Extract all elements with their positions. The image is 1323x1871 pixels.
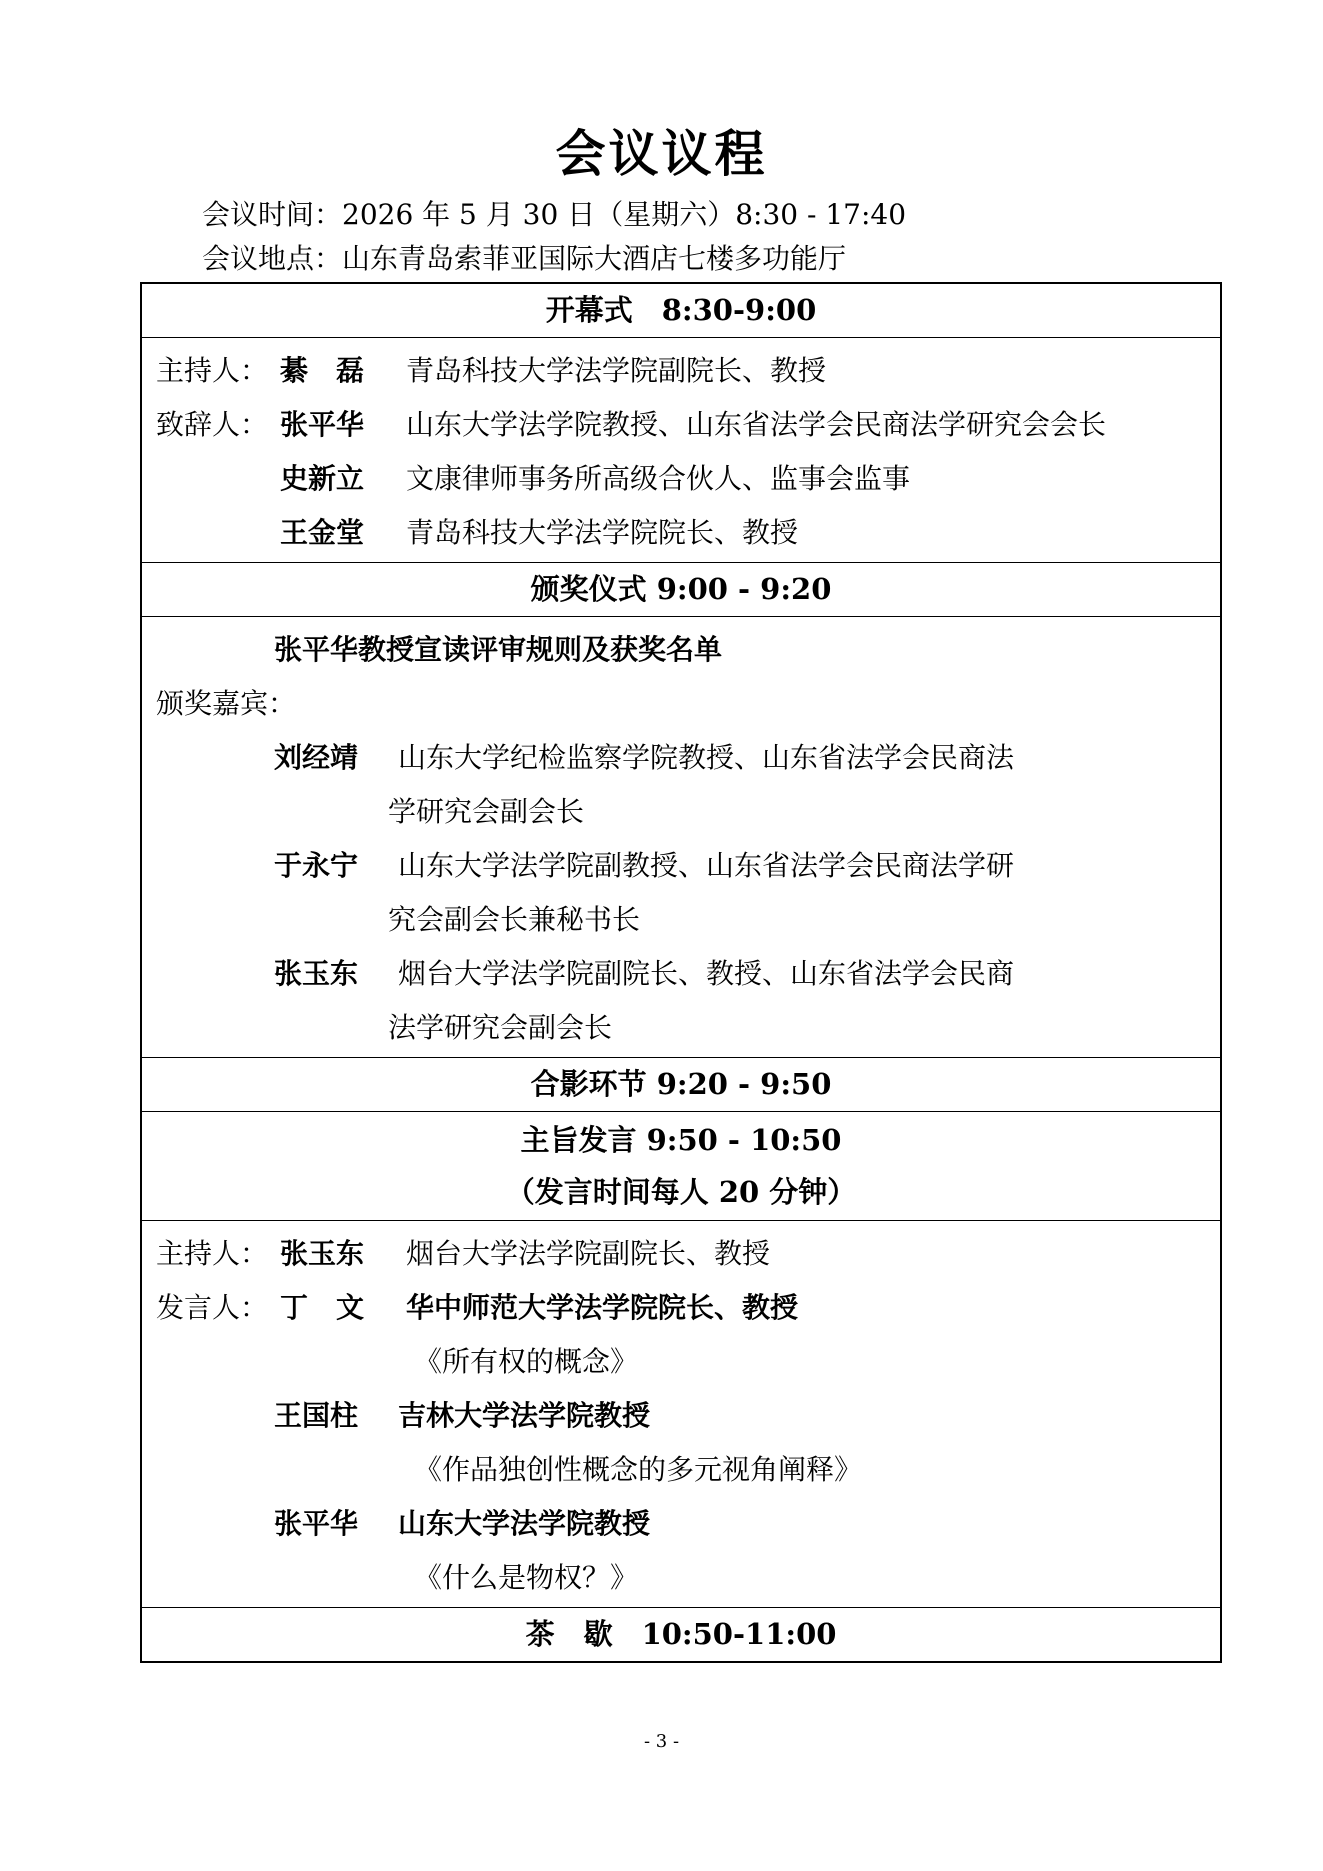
agenda-row (142, 1497, 1220, 1551)
person-title-continued: 学研究会副会长 (388, 795, 585, 828)
agenda-row (142, 839, 1220, 893)
speech-topic: 《什么是物权？》 (414, 1561, 639, 1594)
speech-topic: 《作品独创性概念的多元视角阐释》 (414, 1453, 863, 1486)
section-header-award: 颁奖仪式 9:00 - 9:20 (142, 563, 1220, 617)
person-name: 刘经靖 (274, 741, 359, 774)
role-label: 颁奖嘉宾： (156, 687, 297, 720)
person-name: 王金堂 (280, 516, 365, 549)
announcement-text: 张平华教授宣读评审规则及获奖名单 (274, 633, 723, 666)
meeting-place: 会议地点：山东青岛索菲亚国际大酒店七楼多功能厅 (202, 242, 847, 275)
person-title: 山东大学纪检监察学院教授、山东省法学会民商法 (398, 741, 1015, 774)
person-title: 青岛科技大学法学院院长、教授 (406, 516, 799, 549)
person-title: 山东大学法学院副教授、山东省法学会民商法学研 (398, 849, 1015, 882)
agenda-row (142, 1227, 1220, 1281)
agenda-table (140, 282, 1222, 1663)
role-label: 致辞人： (156, 408, 269, 441)
speech-topic-row (142, 1335, 1220, 1389)
section-header-keynote (142, 1112, 1220, 1221)
meeting-time: 会议时间：2026 年 5 月 30 日（星期六）8:30 - 17:40 (202, 198, 907, 231)
section-body-opening (142, 338, 1220, 563)
person-title: 烟台大学法学院副院长、教授 (406, 1237, 771, 1270)
person-name: 张玉东 (280, 1237, 365, 1270)
agenda-row (142, 1281, 1220, 1335)
person-title: 吉林大学法学院教授 (398, 1399, 651, 1432)
section-header-opening: 开幕式 8:30-9:00 (142, 284, 1220, 338)
speech-topic-row (142, 1443, 1220, 1497)
agenda-row (142, 731, 1220, 785)
section-header-photo: 合影环节 9:20 - 9:50 (142, 1058, 1220, 1112)
section-body-award (142, 617, 1220, 1058)
agenda-row-continuation (142, 785, 1220, 839)
role-label: 主持人： (156, 1237, 269, 1270)
person-name: 张玉东 (274, 957, 359, 990)
role-label: 发言人： (156, 1291, 269, 1324)
person-title-continued: 究会副会长兼秘书长 (388, 903, 641, 936)
person-name: 綦 磊 (280, 354, 365, 387)
person-title: 青岛科技大学法学院副院长、教授 (406, 354, 827, 387)
section-header-break: 茶 歇 10:50-11:00 (525, 1617, 837, 1651)
agenda-row (142, 1389, 1220, 1443)
person-name: 史新立 (280, 462, 365, 495)
section-body-keynote (142, 1221, 1220, 1608)
person-title: 烟台大学法学院副院长、教授、山东省法学会民商 (398, 957, 1015, 990)
speech-topic-row (142, 1551, 1220, 1605)
agenda-row-continuation (142, 893, 1220, 947)
person-name: 于永宁 (274, 849, 359, 882)
agenda-row (142, 344, 1220, 398)
person-title: 文康律师事务所高级合伙人、监事会监事 (406, 462, 911, 495)
speech-topic: 《所有权的概念》 (414, 1345, 639, 1378)
award-announcement (142, 623, 1220, 677)
person-title: 山东大学法学院教授 (398, 1507, 651, 1540)
agenda-row (142, 506, 1220, 560)
agenda-row-continuation (142, 1001, 1220, 1055)
page-number: - 3 - (643, 1731, 680, 1752)
person-title: 山东大学法学院教授、山东省法学会民商法学研究会会长 (406, 408, 1107, 441)
keynote-header-line1: 主旨发言 9:50 - 10:50 (520, 1123, 842, 1157)
role-label: 主持人： (156, 354, 269, 387)
person-title: 华中师范大学法学院院长、教授 (406, 1291, 799, 1324)
keynote-header-line2: （发言时间每人 20 分钟） (505, 1175, 857, 1209)
guest-label-row (142, 677, 1220, 731)
person-name: 张平华 (280, 408, 365, 441)
agenda-row (142, 452, 1220, 506)
person-name: 王国柱 (274, 1399, 359, 1432)
person-name: 张平华 (274, 1507, 359, 1540)
person-title-continued: 法学研究会副会长 (388, 1011, 613, 1044)
page-title: 会议议程 (555, 125, 768, 183)
agenda-row (142, 398, 1220, 452)
person-name: 丁 文 (280, 1291, 365, 1324)
agenda-row (142, 947, 1220, 1001)
